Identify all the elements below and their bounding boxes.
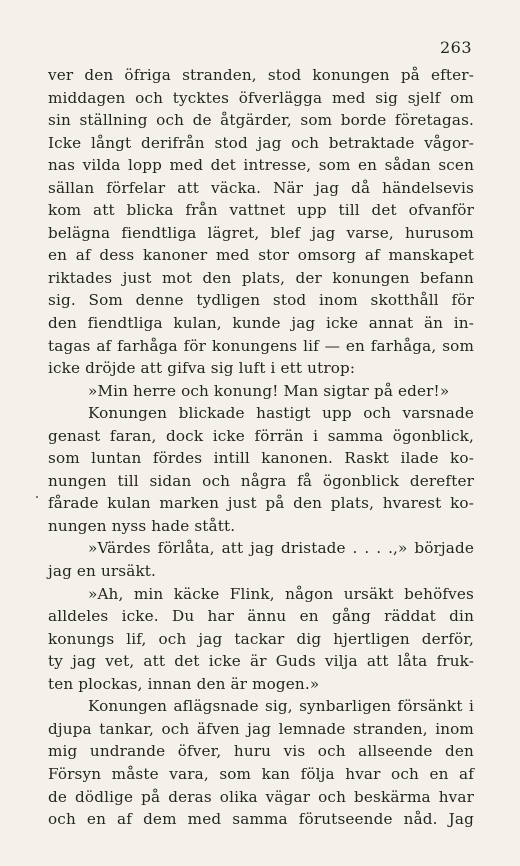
text-line: de dödlige på deras olika vägar och beskärma hvar — [48, 787, 474, 806]
ink-speck — [36, 496, 38, 498]
text-line: nas vilda lopp med det intresse, som en sådan scen — [48, 156, 474, 175]
text-line: icke dröjde att gifva sig luft i ett utrop: — [48, 359, 356, 378]
text-line: ten plockas, innan den är mogen.» — [48, 674, 320, 693]
text-line: och en af dem med samma förutseende nåd. Jag — [48, 810, 474, 829]
text-line: »Värdes förlåta, att jag dristade . . . .,» började — [88, 539, 474, 558]
text-line: alldeles icke. Du har ännu en gång räddat din — [48, 607, 474, 626]
text-line: jag en ursäkt. — [48, 562, 157, 581]
text-line: som luntan fördes intill kanonen. Raskt ilade ko- — [48, 449, 474, 468]
text-line: »Min herre och konung! Man sigtar på eder!» — [88, 381, 450, 400]
text-line: en af dess kanoner med stor omsorg af manskapet — [48, 246, 474, 265]
page-number: 263 — [439, 38, 472, 57]
text-line: belägna fiendtliga lägret, blef jag varse, hurusom — [48, 223, 474, 242]
text-line: ver den öfriga stranden, stod konungen på efter- — [48, 66, 474, 84]
text-line: Icke långt derifrån stod jag och betraktade vågor- — [48, 133, 474, 152]
body-text — [48, 64, 474, 831]
text-line: sig. Som denne tydligen stod inom skotthåll för — [48, 291, 474, 310]
text-line: fårade kulan marken just på den plats, hvarest ko- — [48, 494, 474, 513]
text-line: kom att blicka från vattnet upp till det ofvanför — [48, 201, 474, 220]
text-line: tagas af farhåga för konungens lif — en farhåga, som — [48, 336, 474, 355]
text-line: sällan förfelar att väcka. När jag då händelsevis — [48, 178, 474, 197]
text-line: genast faran, dock icke förrän i samma ögonblick, — [48, 426, 474, 445]
text-line: nungen till sidan och några få ögonblick derefter — [48, 471, 474, 490]
text-line: sin ställning och de åtgärder, som borde företagas. — [48, 111, 474, 130]
text-line: middagen och tycktes öfverlägga med sig sjelf om — [48, 88, 474, 107]
text-line: ty jag vet, att det icke är Guds vilja att låta fruk- — [48, 652, 474, 671]
text-line: djupa tankar, och äfven jag lemnade stranden, inom — [48, 719, 474, 738]
text-line: den fiendtliga kulan, kunde jag icke annat än in- — [48, 314, 474, 333]
text-line: riktades just mot den plats, der konungen befann — [48, 268, 474, 287]
text-line: Försyn måste vara, som kan följa hvar och en af — [48, 764, 474, 783]
text-line: konungs lif, och jag tackar dig hjertligen derför, — [48, 629, 474, 648]
text-line: »Ah, min käcke Flink, någon ursäkt behöfves — [88, 584, 474, 603]
text-line: nungen nyss hade stått. — [48, 516, 236, 535]
text-line: mig undrande öfver, huru vis och allseende den — [48, 742, 474, 761]
text-line: Konungen blickade hastigt upp och varsnade — [88, 404, 474, 423]
text-line: Konungen aflägsnade sig, synbarligen försänkt i — [88, 697, 474, 716]
